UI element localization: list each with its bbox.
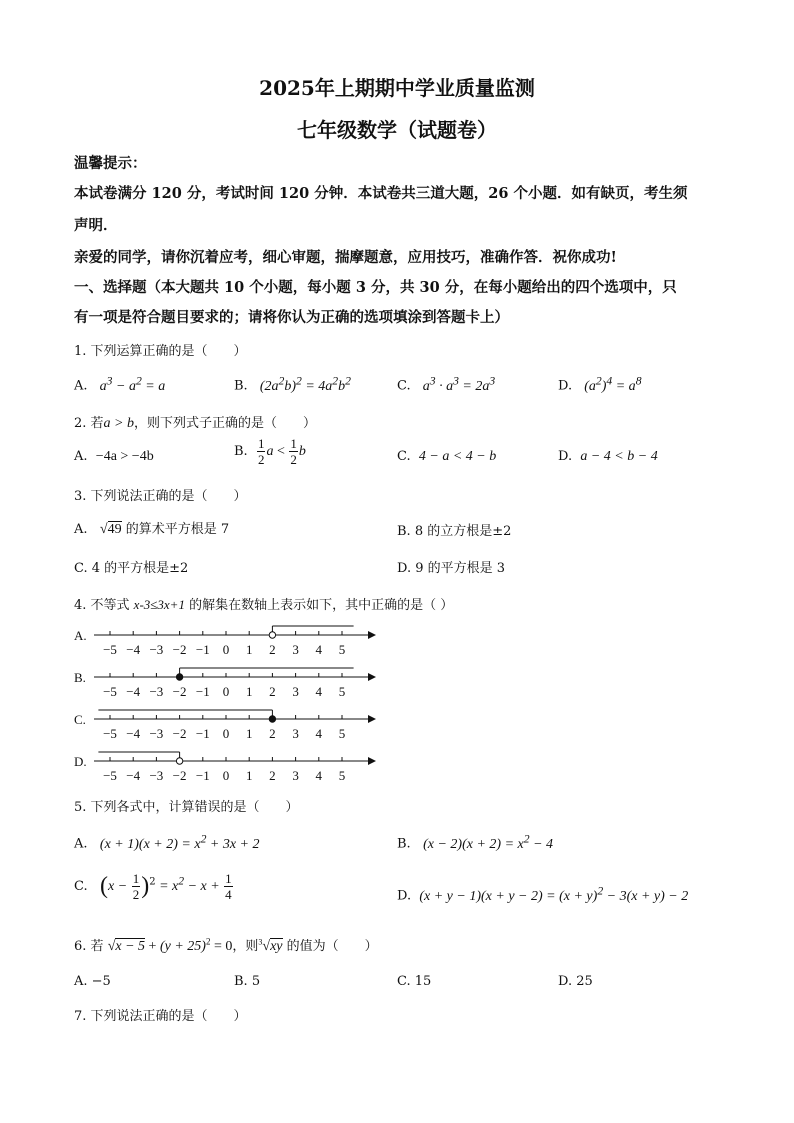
q6-stem: 6. 若 $√x - 5 + (y + 25)^2 = 0$，则$^3$√xy 的值为（ ） [74,936,378,954]
exam-title: 2025年上期期中学业质量监测 [259,76,535,100]
q1-label-b: B. [234,378,248,394]
tick-label: −5 [103,684,117,699]
q3-option-b: B. 8 的立方根是±2 [397,524,512,539]
number-line-option-d [74,748,384,788]
tick-label: 5 [338,726,346,741]
q2-stem: 2. 若a > b，则下列式子正确的是（ ） [74,416,317,431]
open-point [176,758,182,764]
q6-option-d: D. 25 [558,974,593,989]
q2-option-b: B. $\frac{1}{2}$ a < $\frac{1}{2}$ b [234,436,306,467]
tick-label: 4 [315,642,323,657]
tick-label: −4 [126,768,141,783]
axis-arrow [368,757,376,765]
tick-label: 1 [245,768,253,783]
tick-label: 3 [292,642,299,657]
notice-line-3: 亲爱的同学，请你沉着应考，细心审题，揣摩题意，应用技巧，准确作答．祝你成功! [74,249,617,266]
number-line-label: A. [74,628,87,643]
q1-label-a: A. [74,378,88,394]
tick-label: 1 [245,726,253,741]
section-heading-line-2: 有一项是符合题目要求的；请将你认为正确的选项填涂到答题卡上） [74,309,509,326]
tick-label: 4 [315,726,323,741]
q2-option-c-expr: 4 − a < 4 − b [418,449,497,464]
number-line-label: B. [74,670,86,685]
q1-option-d: D. $(a^2)^4 = a^8$ [558,374,642,394]
tick-label: 2 [269,684,276,699]
q3-option-c: C. 4 的平方根是±2 [74,561,189,576]
tick-label: 4 [315,768,323,783]
q6-option-a: A. −5 [74,974,111,989]
tick-label: 5 [338,684,346,699]
tick-label: −3 [149,768,164,783]
tick-label: −3 [149,642,164,657]
notice-heading: 温馨提示： [74,155,147,172]
tick-label: 3 [292,726,299,741]
tick-label: −2 [172,726,187,741]
tick-label: 0 [222,684,230,699]
tick-label: −5 [103,642,117,657]
q3-option-a: A. √49 的算术平方根是 7 [74,522,230,537]
tick-label: 5 [338,768,346,783]
q2-option-d-expr: a − 4 < b − 4 [580,449,658,464]
q2-option-d: D. a − 4 < b − 4 [558,449,658,464]
q7-stem: 7. 下列说法正确的是（ ） [74,1009,247,1024]
q1-stem: 1. 下列运算正确的是（ ） [74,344,247,359]
axis-arrow [368,673,376,681]
tick-label: −4 [126,726,141,741]
q3-stem: 3. 下列说法正确的是（ ） [74,489,247,504]
q5-option-b: B. $(x - 2)(x + 2) = x^2 - 4$ [397,832,554,852]
tick-label: −4 [126,684,141,699]
q5-stem: 5. 下列各式中，计算错误的是（ ） [74,800,299,815]
tick-label: −2 [172,642,187,657]
section-heading-line-1: 一、选择题（本大题共 10 个小题，每小题 3 分，共 30 分，在每小题给出的四个选项中，只 [74,279,677,296]
open-point [269,632,275,638]
closed-point [176,674,182,680]
tick-label: −2 [172,768,187,783]
q1-option-b: B. $(2a^2b)^2 = 4a^2b^2$ [234,374,351,394]
tick-label: −5 [103,726,117,741]
tick-label: 1 [245,642,253,657]
notice-line-2: 声明． [74,217,118,234]
tick-label: −1 [195,642,210,657]
number-line-option-c [74,706,384,746]
q3-option-d: D. 9 的平方根是 3 [397,561,506,576]
number-line-label: C. [74,712,86,727]
q5-option-d: D. $(x + y - 1)(x + y - 2) = (x + y)^2 - 3(x + y) - 2$ [397,884,689,904]
exam-subtitle: 七年级数学（试题卷） [297,118,497,142]
tick-label: −3 [149,684,164,699]
tick-label: −1 [195,768,210,783]
number-line-label: D. [74,754,87,769]
q1-label-d: D. [558,378,573,394]
q1-option-c: C. $a^3 \cdot a^3 = 2a^3$ [397,374,496,394]
tick-label: −1 [195,684,210,699]
q6-option-b: B. 5 [234,974,261,989]
tick-label: 0 [222,642,230,657]
q4-stem: 4. 不等式 x-3≤3x+1 的解集在数轴上表示如下，其中正确的是（ ） [74,597,454,613]
tick-label: 3 [292,768,299,783]
tick-label: −5 [103,768,117,783]
axis-arrow [368,715,376,723]
closed-point [269,716,275,722]
q6-option-c: C. 15 [397,974,432,989]
tick-label: 0 [222,726,230,741]
tick-label: 2 [269,642,276,657]
number-line-option-a [74,622,384,662]
tick-label: 1 [245,684,253,699]
q2-option-c: C. 4 − a < 4 − b [397,449,497,464]
tick-label: −1 [195,726,210,741]
axis-arrow [368,631,376,639]
q2-option-a: A. −4a > −4b [74,449,154,464]
notice-line-1: 本试卷满分 120 分，考试时间 120 分钟．本试卷共三道大题，26 个小题．如有缺页，考生须 [74,185,688,202]
tick-label: 3 [292,684,299,699]
q2-option-a-expr: −4a > −4b [95,449,154,464]
tick-label: 2 [269,768,276,783]
q5-option-c: C. (x − $\frac{1}{2}$ )$^2 = x^2 - x$ + $\frac{1}{4}$ [74,871,232,902]
number-line-option-b [74,664,384,704]
tick-label: 5 [338,642,346,657]
tick-label: −2 [172,684,187,699]
tick-label: −3 [149,726,164,741]
tick-label: 2 [269,726,276,741]
q5-option-a: A. $(x + 1)(x + 2) = x^2 + 3x + 2$ [74,832,260,852]
q1-label-c: C. [397,378,411,394]
q1-option-a: A. $a^3 - a^2 = a$ [74,374,166,394]
tick-label: 0 [222,768,230,783]
tick-label: −4 [126,642,141,657]
tick-label: 4 [315,684,323,699]
